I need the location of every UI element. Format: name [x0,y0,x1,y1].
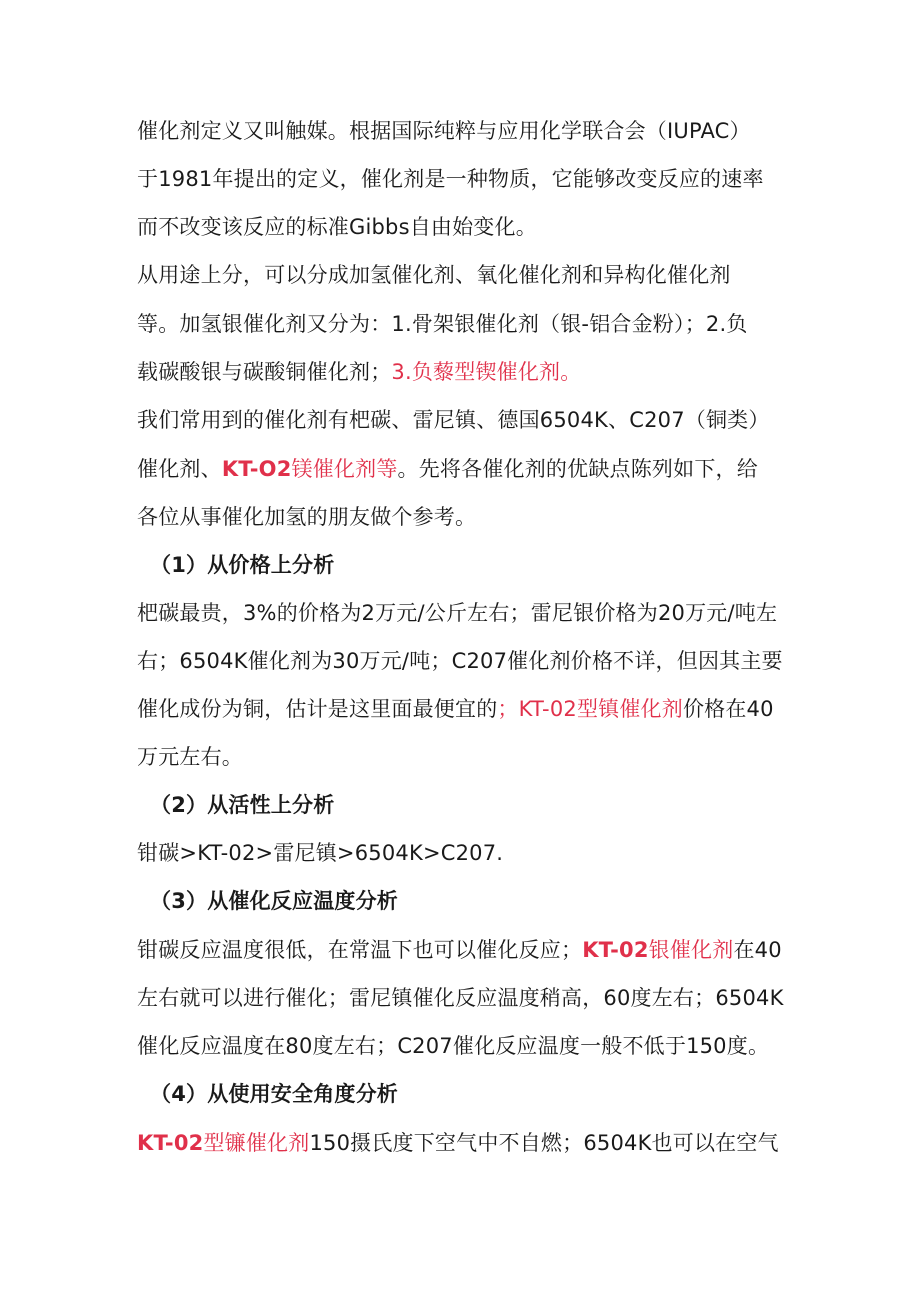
section-4-line-1 [137,1128,779,1158]
section-1-line-3-text-b: 价格在40 [682,697,774,721]
section-3-line-1-highlight: 银催化剂 [648,938,734,962]
common-line-2-text-a: 催化剂、 [137,457,222,481]
common-line-2-highlight: 镁催化剂等 [291,457,398,481]
section-2-line-1: 钳碳>KT-02>雷尼镇>6504K>C207. [137,841,504,865]
section-1-line-3-text-a: 催化成份为铜，估计是这里面最便宜的 [137,697,498,721]
definition-line-2: 于1981年提出的定义，催化剂是一种物质，它能够改变反应的速率 [137,167,764,191]
section-1-line-4: 万元左右。 [137,745,243,769]
common-line-2-highlight-bold: KT-O2 [221,457,292,481]
common-line-1: 我们常用到的催化剂有杷碳、雷尼镇、德国6504K、C207（铜类） [137,408,770,432]
usage-line-2: 等。加氢银催化剂又分为：1.骨架银催化剂（银-铝合金粉）；2.负 [137,312,748,336]
section-1-line-3-highlight: ；KT-02型镇催化剂 [497,697,683,721]
section-3-line-1-text-b: 在40 [733,938,782,962]
definition-line-3: 而不改变该反应的标准Gibbs自由始变化。 [137,215,537,239]
section-3-line-1-text-a: 钳碳反应温度很低，在常温下也可以催化反应； [137,938,583,962]
common-line-2 [137,454,758,484]
section-3-line-3: 催化反应温度在80度左右；C207催化反应温度一般不低于150度。 [137,1034,770,1058]
section-4-heading: （4）从使用安全角度分析 [150,1082,399,1106]
usage-line-3 [137,357,581,387]
usage-line-1: 从用途上分，可以分成加氢催化剂、氧化催化剂和异构化催化剂 [137,263,731,287]
section-3-heading: （3）从催化反应温度分析 [150,889,399,913]
usage-line-3-text: 载碳酸银与碳酸铜催化剂； [137,360,392,384]
usage-line-3-highlight: 3.负藜型锲催化剂。 [391,360,582,384]
section-1-line-3 [137,694,774,724]
section-3-line-1 [137,935,782,965]
common-line-3: 各位从事催化加氢的朋友做个参考。 [137,505,477,529]
section-4-line-1-highlight: 型镰催化剂 [203,1131,310,1155]
section-4-line-1-highlight-bold: KT-02 [137,1131,204,1155]
section-3-line-1-highlight-bold: KT-02 [582,938,649,962]
section-4-line-1-text: 150摄氏度下空气中不自燃；6504K也可以在空气 [309,1131,779,1155]
section-1-line-1: 杷碳最贵，3%的价格为2万元/公斤左右；雷尼银价格为20万元/吨左 [137,601,778,625]
section-1-line-2: 右；6504K催化剂为30万元/吨；C207催化剂价格不详，但因其主要 [137,649,783,673]
section-2-heading: （2）从活性上分析 [150,793,335,817]
common-line-2-text-b: 。先将各催化剂的优缺点陈列如下，给 [397,457,758,481]
definition-line-1: 催化剂定义又叫触媒。根据国际纯粹与应用化学联合会（IUPAC） [137,119,751,143]
section-3-line-2: 左右就可以进行催化；雷尼镇催化反应温度稍高，60度左右；6504K [137,986,784,1010]
section-1-heading: （1）从价格上分析 [150,553,335,577]
